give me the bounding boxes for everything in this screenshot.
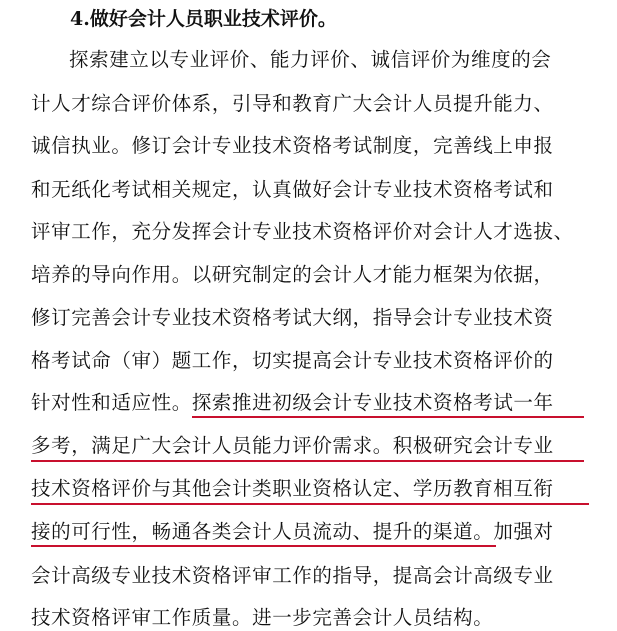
paragraph-line: 修订完善会计专业技术资格考试大纲，指导会计专业技术资 [31, 306, 554, 329]
red-underline [192, 416, 584, 418]
paragraph-line: 培养的导向作用。以研究制定的会计人才能力框架为依据， [31, 263, 554, 286]
paragraph-line: 诚信执业。修订会计专业技术资格考试制度，完善线上申报 [31, 134, 554, 157]
line-text-after-highlight: 加强对 [493, 520, 554, 543]
paragraph-line [31, 390, 554, 416]
paragraph-line: 技术资格评审工作质量。进一步完善会计人员结构。 [31, 606, 494, 629]
paragraph-line: 和无纸化考试相关规定，认真做好会计专业技术资格考试和 [31, 178, 554, 201]
paragraph-line: 计人才综合评价体系，引导和教育广大会计人员提升能力、 [31, 92, 554, 115]
highlighted-text: 探索推进初级会计专业技术资格考试一年 [191, 391, 554, 414]
paragraph-line: 格考试命（审）题工作，切实提高会计专业技术资格评价的 [31, 349, 554, 372]
highlighted-text: 接的可行性，畅通各类会计人员流动、提升的渠道。 [31, 520, 494, 543]
paragraph-line: 探索建立以专业评价、能力评价、诚信评价为维度的会 [69, 48, 552, 71]
red-underline [31, 460, 584, 462]
paragraph-line [31, 519, 554, 545]
red-underline [31, 545, 496, 547]
line-text-before-highlight: 针对性和适应性。 [31, 391, 192, 414]
red-underline [31, 503, 589, 505]
section-heading: 4.做好会计人员职业技术评价。 [70, 8, 337, 30]
paragraph-line: 会计高级专业技术资格评审工作的指导，提高会计高级专业 [31, 564, 554, 587]
paragraph-line: 评审工作，充分发挥会计专业技术资格评价对会计人才选拔、 [31, 220, 574, 243]
paragraph-line: 多考，满足广大会计人员能力评价需求。积极研究会计专业 [31, 434, 554, 457]
paragraph-line: 技术资格评价与其他会计类职业资格认定、学历教育相互衔 [31, 477, 554, 500]
